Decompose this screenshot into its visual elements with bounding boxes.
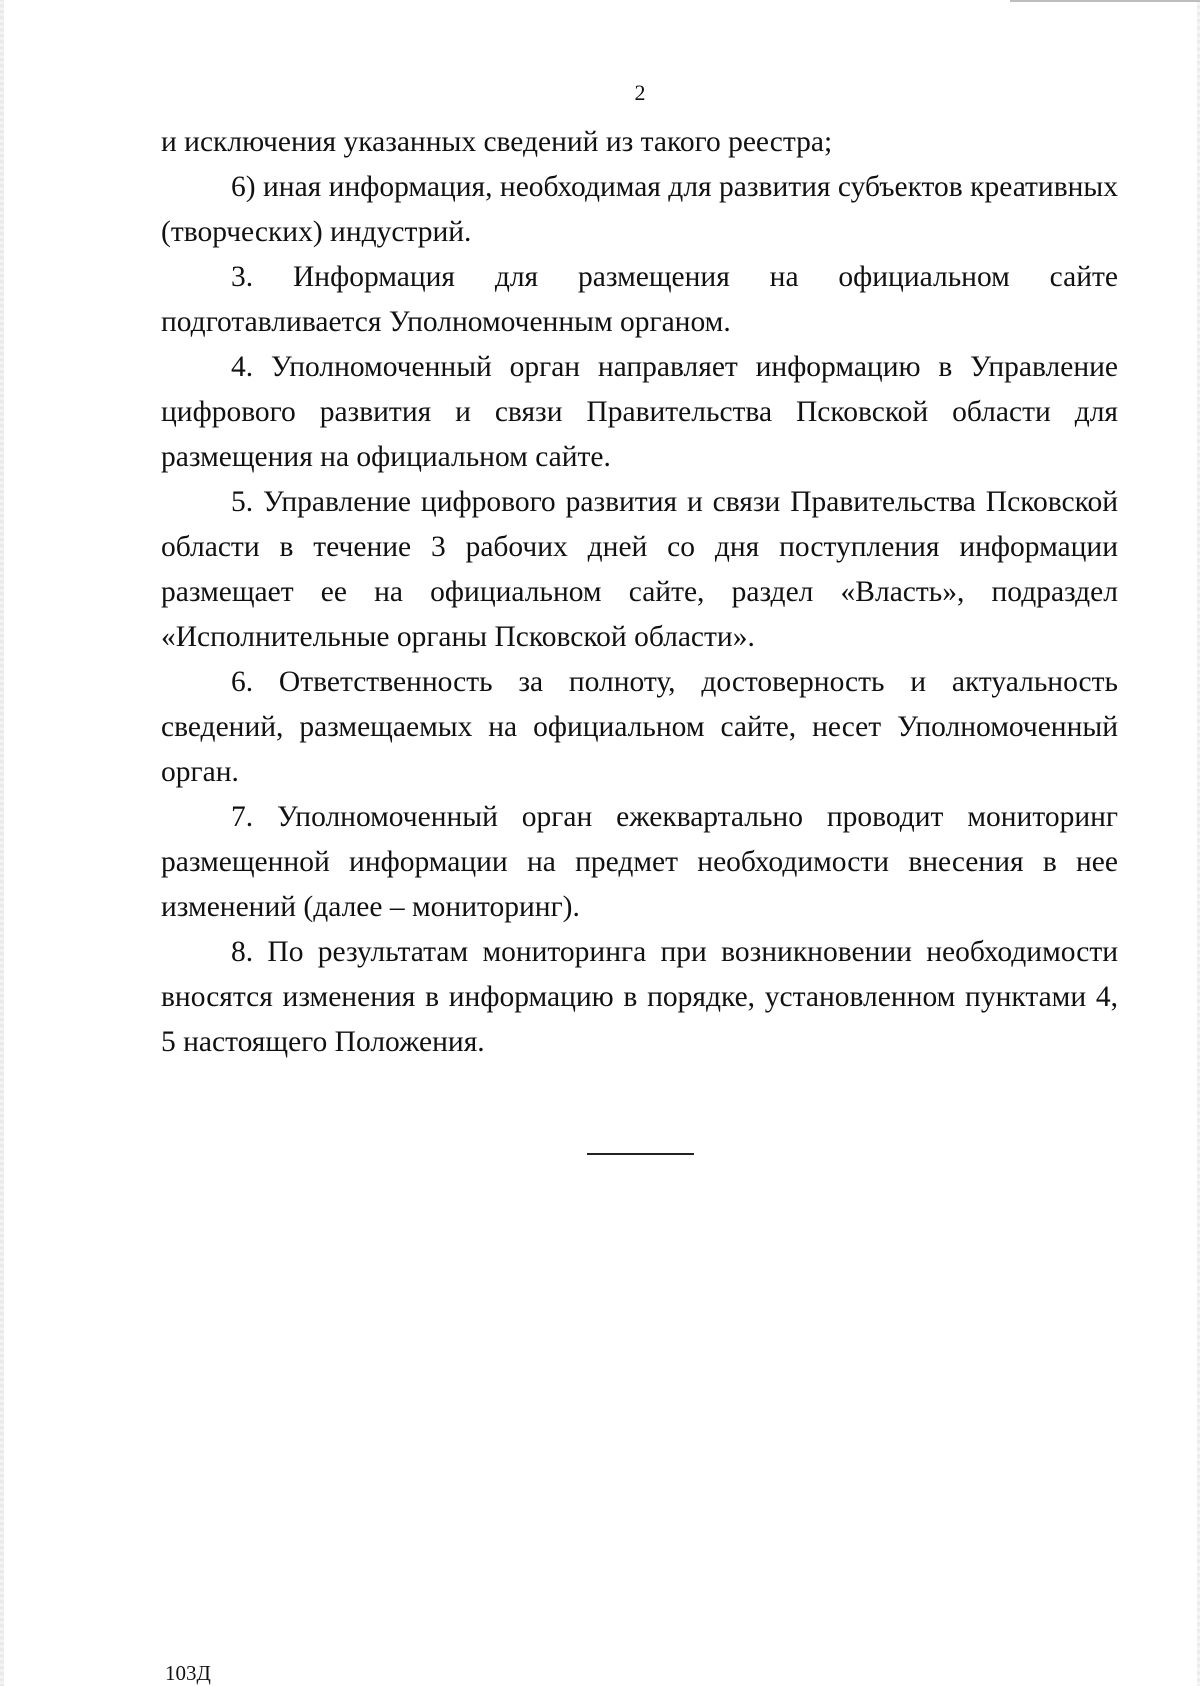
paragraph-point-8: 8. По результатам мониторинга при возникновении необходимости вносятся изменения в информацию в порядке, установленном пунктами 4, 5 настоящего Положения.	[161, 936, 1118, 1058]
document-body	[161, 120, 1118, 1065]
scan-corner-mark	[1010, 0, 1200, 2]
paragraph-point-3: 3. Информация для размещения на официальном сайте подготавливается Уполномоченным органом.	[161, 261, 1118, 338]
end-of-document-rule	[587, 1153, 694, 1155]
paragraph-point-5: 5. Управление цифрового развития и связи Правительства Псковской области в течение 3 рабочих дней со дня поступления информации размещает ее на официальном сайте, раздел «Власть», подраздел «Исполнительные органы Псковской области».	[161, 486, 1118, 653]
footer-document-code: 103Д	[165, 1661, 211, 1685]
page-number: 2	[634, 80, 646, 105]
paragraph-point-4: 4. Уполномоченный орган направляет информацию в Управление цифрового развития и связи Правительства Псковской области для размещения на официальном сайте.	[161, 351, 1118, 473]
paragraph-item-6: 6) иная информация, необходимая для развития субъектов креативных (творческих) индустрий.	[161, 171, 1118, 248]
scan-edge-left	[0, 0, 4, 1686]
paragraph-point-6: 6. Ответственность за полноту, достоверность и актуальность сведений, размещаемых на официальном сайте, несет Уполномоченный орган.	[161, 666, 1118, 788]
paragraph-point-7: 7. Уполномоченный орган ежеквартально проводит мониторинг размещенной информации на предмет необходимости внесения в нее изменений (далее – мониторинг).	[161, 801, 1118, 923]
paragraph-continuation: и исключения указанных сведений из такого реестра;	[161, 126, 833, 158]
